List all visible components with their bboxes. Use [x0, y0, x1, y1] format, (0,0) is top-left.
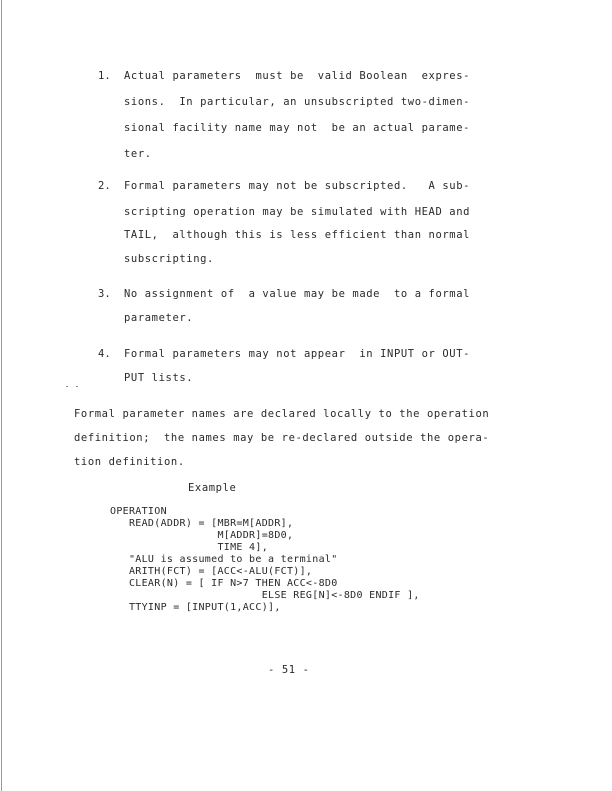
item-2-line-2: scripting operation may be simulated with HEAD and [124, 206, 471, 218]
list-number-2: 2. [98, 180, 111, 192]
scan-speck [76, 386, 78, 387]
item-2-line-1: Formal parameters may not be subscripted. A sub- [124, 180, 471, 192]
list-number-3: 3. [98, 288, 111, 300]
paragraph-line-3: tion definition. [74, 456, 185, 468]
code-line-9: TTYINP = [INPUT(1,ACC)], [110, 602, 281, 613]
code-line-8: ELSE REG[N]<-8D0 ENDIF ], [110, 590, 420, 601]
page-number: - 51 - [268, 664, 310, 676]
paragraph-line-2: definition; the names may be re-declared outside the opera- [74, 432, 490, 444]
item-1-line-1: Actual parameters must be valid Boolean expres- [124, 70, 471, 82]
scan-speck [66, 386, 68, 387]
code-line-4: TIME 4], [110, 542, 269, 553]
list-number-1: 1. [98, 70, 111, 82]
item-1-line-3: sional facility name may not be an actual parame- [124, 122, 471, 134]
scan-edge-line [1, 0, 2, 791]
item-3-line-2: parameter. [124, 312, 194, 324]
item-3-line-1: No assignment of a value may be made to a formal [124, 288, 471, 300]
item-2-line-4: subscripting. [124, 253, 214, 265]
example-heading: Example [188, 482, 237, 494]
code-line-3: M[ADDR]=8D0, [110, 530, 294, 541]
code-line-1: OPERATION [110, 506, 167, 517]
item-4-line-2: PUT lists. [124, 372, 194, 384]
code-line-6: ARITH(FCT) = [ACC<-ALU(FCT)], [110, 566, 313, 577]
item-1-line-2: sions. In particular, an unsubscripted two-dimen- [124, 96, 471, 108]
code-line-5: "ALU is assumed to be a terminal" [110, 554, 338, 565]
code-line-7: CLEAR(N) = [ IF N>7 THEN ACC<-8D0 [110, 578, 338, 589]
item-2-line-3: TAIL, although this is less efficient than normal [124, 229, 471, 241]
item-1-line-4: ter. [124, 148, 152, 160]
list-number-4: 4. [98, 348, 111, 360]
code-line-2: READ(ADDR) = [MBR=M[ADDR], [110, 518, 294, 529]
item-4-line-1: Formal parameters may not appear in INPUT or OUT- [124, 348, 471, 360]
paragraph-line-1: Formal parameter names are declared locally to the operation [74, 408, 490, 420]
